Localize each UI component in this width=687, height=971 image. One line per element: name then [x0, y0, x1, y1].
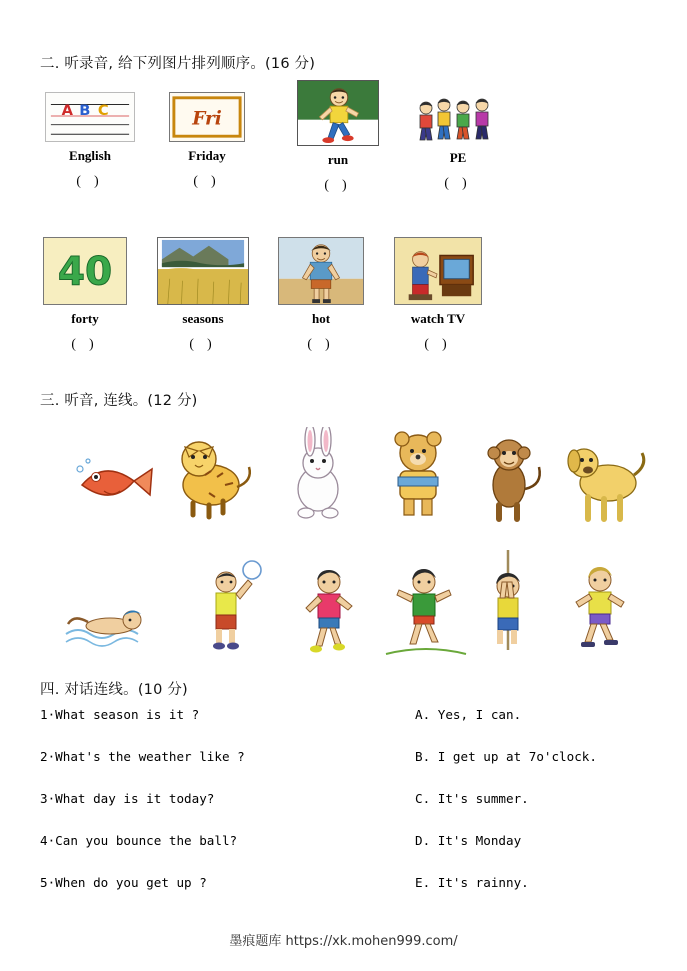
picture-cell-forty	[30, 237, 140, 352]
rope-climbing-icon[interactable]	[460, 550, 556, 650]
dialogue-right-item-a[interactable]: A. Yes, I can.	[415, 707, 522, 722]
answer-blank[interactable]: ( )	[324, 177, 352, 192]
section-two-heading: 二. 听录音, 给下列图片排列顺序。(16 分)	[40, 56, 316, 72]
answer-blank[interactable]: ( )	[189, 336, 217, 351]
picture-label: forty	[71, 311, 99, 326]
svg-text:B: B	[79, 103, 91, 120]
dog-icon[interactable]	[558, 429, 654, 529]
abc-letters-icon	[45, 92, 135, 142]
bouncing-ball-icon[interactable]	[190, 554, 286, 654]
seasons-landscape-icon	[157, 237, 249, 305]
dialogue-left-item-5[interactable]: 5·When do you get up ?	[40, 875, 207, 890]
footer-watermark: 墨痕题库 https://xk.mohen999.com/	[229, 934, 458, 949]
rabbit-icon[interactable]	[272, 427, 368, 527]
picture-label: PE	[449, 150, 467, 165]
monkey-icon[interactable]	[465, 429, 561, 529]
hot-boy-icon	[278, 237, 364, 305]
fish-icon[interactable]	[64, 433, 160, 533]
answer-blank[interactable]: ( )	[424, 336, 452, 351]
watch-tv-icon	[394, 237, 482, 305]
svg-text:A: A	[61, 103, 73, 120]
tiger-icon[interactable]	[165, 427, 261, 527]
dialogue-right-item-b[interactable]: B. I get up at 7o'clock.	[415, 749, 597, 764]
picture-label: seasons	[182, 311, 224, 326]
action-picture-row	[40, 550, 647, 655]
picture-label: Friday	[188, 148, 226, 163]
picture-cell-english	[35, 92, 145, 189]
swimming-icon[interactable]	[60, 572, 156, 672]
picture-cell-pe	[403, 92, 513, 191]
picture-cell-seasons	[148, 237, 258, 352]
answer-blank[interactable]: ( )	[307, 336, 335, 351]
answer-blank[interactable]: ( )	[71, 336, 99, 351]
dialogue-left-item-3[interactable]: 3·What day is it today?	[40, 791, 215, 806]
dialogue-right-item-e[interactable]: E. It's rainny.	[415, 875, 529, 890]
svg-text:40: 40	[57, 249, 113, 295]
svg-text:C: C	[97, 103, 109, 120]
friday-sign-icon	[169, 92, 245, 142]
dialogue-left-item-4[interactable]: 4·Can you bounce the ball?	[40, 833, 238, 848]
picture-label: watch TV	[410, 311, 466, 326]
number-forty-icon	[43, 237, 127, 305]
section-three-heading: 三. 听音, 连线。(12 分)	[40, 393, 198, 409]
running-boy-icon	[297, 80, 379, 146]
section-four-heading: 四. 对话连线。(10 分)	[40, 682, 188, 698]
dialogue-right-item-d[interactable]: D. It's Monday	[415, 833, 522, 848]
bear-icon[interactable]	[370, 425, 466, 525]
dialogue-left-item-1[interactable]: 1·What season is it ?	[40, 707, 200, 722]
animal-picture-row	[40, 425, 647, 530]
answer-blank[interactable]: ( )	[76, 173, 104, 188]
running-girl-icon[interactable]	[285, 560, 381, 660]
dialogue-left-item-2[interactable]: 2·What's the weather like ?	[40, 749, 245, 764]
skating-icon[interactable]	[552, 558, 648, 658]
dialogue-right-item-c[interactable]: C. It's summer.	[415, 791, 529, 806]
picture-cell-hot	[266, 237, 376, 352]
svg-text:Fri: Fri	[192, 108, 222, 130]
answer-blank[interactable]: ( )	[444, 175, 472, 190]
picture-cell-run	[283, 80, 393, 193]
answer-blank[interactable]: ( )	[193, 173, 221, 188]
picture-label: run	[327, 152, 349, 167]
pe-children-icon	[410, 92, 506, 144]
picture-label: hot	[311, 311, 331, 326]
picture-label: English	[69, 148, 111, 163]
picture-cell-friday	[152, 92, 262, 189]
picture-cell-watch-tv	[383, 237, 493, 352]
